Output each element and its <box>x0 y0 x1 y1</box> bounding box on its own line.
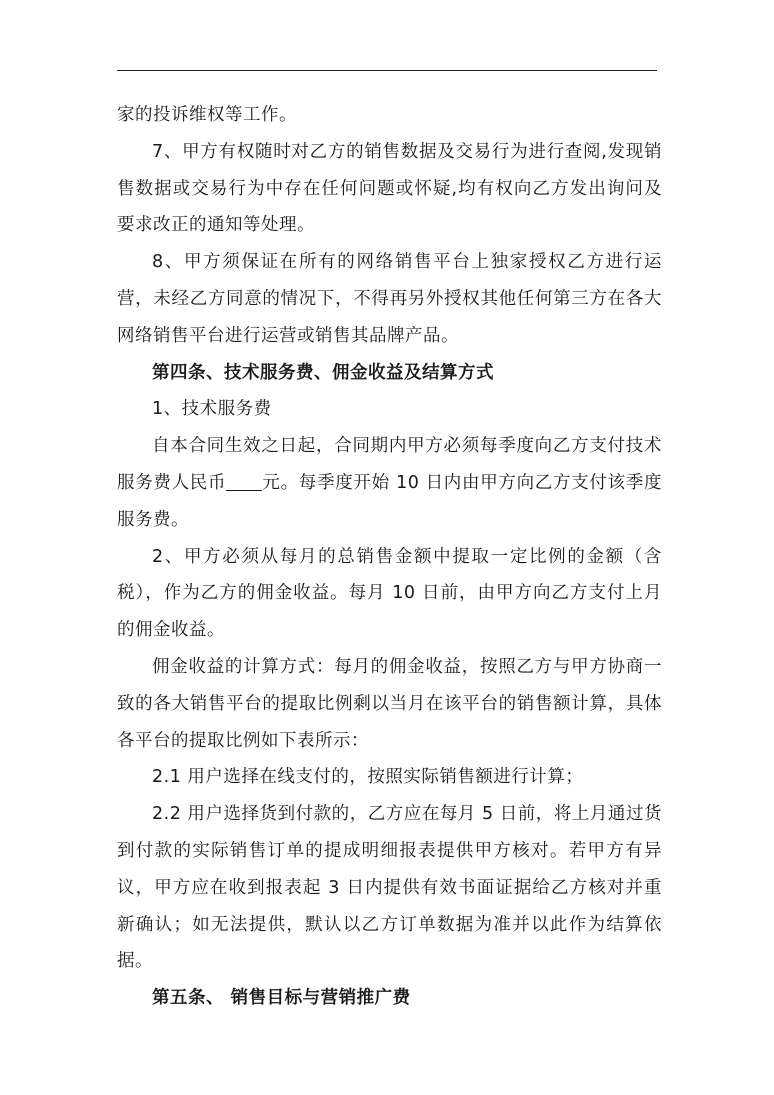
document-body <box>117 97 662 1017</box>
service-fee-paragraph <box>117 428 662 538</box>
clause-2: 2、甲方必须从每月的总销售金额中提取一定比例的金额（含税），作为乙方的佣金收益。每月 10 日前，由甲方向乙方支付上月的佣金收益。 <box>117 546 662 641</box>
clause-8: 8、甲方须保证在所有的网络销售平台上独家授权乙方进行运营，未经乙方同意的情况下，不得再另外授权其他任何第三方在各大网络销售平台进行运营或销售其品牌产品。 <box>117 252 662 346</box>
article-5-heading: 第五条、 销售目标与营销推广费 <box>152 988 411 1009</box>
service-fee-text-before: 自本合同生效之日起，合同期内甲方必须每季度向乙方支付技术服务费人民币 <box>117 436 662 493</box>
header-rule <box>117 70 657 71</box>
clause-2-1: 2.1 用户选择在线支付的，按照实际销售额进行计算； <box>152 767 584 788</box>
article-4-heading: 第四条、技术服务费、佣金收益及结算方式 <box>152 362 494 383</box>
service-fee-text-after: 元。每季度开始 10 日内由甲方向乙方支付该季度服务费。 <box>117 472 662 530</box>
section-1-heading: 1、技术服务费 <box>152 399 272 420</box>
paragraph: 家的投诉维权等工作。 <box>117 105 297 125</box>
amount-blank <box>226 472 262 491</box>
commission-calculation: 佣金收益的计算方式：每月的佣金收益，按照乙方与甲方协商一致的各大销售平台的提取比例剩以当月在该平台的销售额计算，具体各平台的提取比例如下表所示： <box>117 656 662 751</box>
clause-7: 7、甲方有权随时对乙方的销售数据及交易行为进行查阅,发现销售数据或交易行为中存在任何问题或怀疑,均有权向乙方发出询问及要求改正的通知等处理。 <box>117 141 662 236</box>
clause-2-2: 2.2 用户选择货到付款的，乙方应在每月 5 日前，将上月通过货到付款的实际销售订单的提成明细报表提供甲方核对。若甲方有异议，甲方应在收到报表起 3 日内提供有效书面证据给乙方核对并重新确认；如无法提供，默认以乙方订单数据为准并以此作为结算依据。 <box>117 804 662 972</box>
